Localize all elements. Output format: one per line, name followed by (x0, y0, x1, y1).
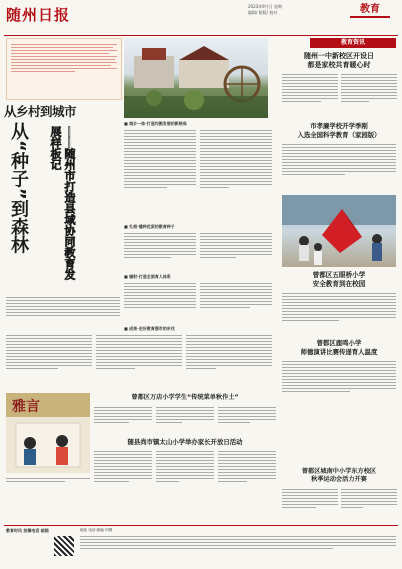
bottom-article-1-col-c (218, 405, 276, 431)
footer-left-text: 教育时讯 投稿电话 邮箱 (6, 528, 49, 533)
right-headline-4-line1: 曾都区鹿鸣小学 (316, 339, 362, 347)
header-meta (248, 4, 348, 16)
right-headline-2-line1: 市孝廉学校开学季刚 (310, 122, 368, 130)
right-headline-3-line2: 安全教育到在校园 (312, 279, 366, 288)
news-badge-label: 教育资讯 (340, 39, 365, 46)
news-badge (310, 38, 396, 48)
right-article-4 (282, 359, 396, 407)
right-headline-4 (282, 339, 396, 356)
issue-date: 2023年9月日 星期 (248, 4, 282, 9)
right-headline-2-line2: 入选全国科学教育（家园版） (297, 130, 381, 139)
body-2-col-a (124, 231, 196, 271)
footer-qr (54, 536, 74, 556)
right-headline-2 (282, 122, 396, 139)
editor-line: 编辑/ 排版/ 校对 (248, 10, 278, 15)
bottom-headline-1: 曾都区万店小学学生“传统菜单秋作土” (131, 394, 239, 401)
right-headline-5-line1: 曾都区城南中小学东方校区 (301, 468, 377, 475)
right-headline-3-line1: 曾都区五眼桥小学 (312, 271, 366, 279)
right-article-5-right (341, 487, 397, 521)
footer-right-box (80, 528, 396, 562)
right-headline-1-line2: 都是家校共育暖心时 (307, 61, 371, 69)
subhead-2: ■ 扎根·播种优质的教育种子 (124, 224, 175, 229)
lead-headline (4, 104, 80, 119)
bottom-article-2-col-a (94, 449, 152, 499)
calligraphy-caption (6, 476, 90, 490)
newspaper-logo: 随州日报 (6, 6, 71, 24)
lead-headline-line2: 从“种子”到森林 (8, 122, 29, 254)
subhead-1: ■ 城乡一体·打造均衡发展的新格局 (124, 121, 187, 126)
lead-intro-box (6, 38, 122, 100)
right-article-3 (282, 291, 396, 335)
footer-fine-print (80, 534, 396, 560)
right-article-5-left (282, 487, 338, 521)
right-article-1-left (282, 72, 338, 120)
lead-headline-vertical-sub (48, 126, 122, 286)
body-4-col-c (186, 333, 272, 389)
lead-intro-text (11, 42, 117, 96)
body-3-col-a (124, 281, 196, 323)
bottom-headline-2: 随县尚市镇太山小学举办家长开放日活动 (127, 438, 243, 446)
section-label: 教育 (350, 3, 390, 18)
lead-vertical-sub-text: ——随州市打造县域协同教育发展样板记 (49, 126, 76, 280)
campus-photo (124, 38, 268, 118)
bottom-article-1-col-b (156, 405, 214, 431)
body-2-col-b (200, 231, 272, 271)
bottom-article-2-col-b (156, 449, 214, 499)
lead-body-col-a (124, 128, 196, 220)
body-3-col-b (200, 281, 272, 323)
bottom-article-1-col-a (94, 405, 152, 431)
calligraphy-photo-illustration (6, 393, 90, 473)
subhead-4: ■ 成果·走好教育强市的步伐 (124, 326, 175, 331)
right-headline-1-line1: 随州一中新校区开设日 (304, 52, 374, 60)
body-4-col-b (96, 333, 182, 389)
right-headline-1 (282, 52, 396, 70)
masthead-rule (4, 35, 398, 36)
bottom-article-2-col-c (218, 449, 276, 499)
lead-headline-vertical-main (8, 122, 48, 292)
body-4-col-a (6, 333, 92, 389)
lead-headline-line1: 从乡村到城市 (4, 104, 77, 119)
campus-photo-illustration (124, 38, 268, 118)
right-headline-4-line2: 师德演讲比赛传递育人温度 (300, 347, 378, 356)
right-headline-5 (282, 468, 396, 484)
lead-body-col-b (200, 128, 272, 220)
right-article-1-right (341, 72, 397, 120)
students-photo-illustration (282, 195, 396, 267)
lead-body-left (6, 295, 120, 329)
right-headline-3 (282, 271, 396, 288)
students-photo (282, 195, 396, 267)
masthead (0, 0, 402, 36)
subhead-3: ■ 辐射·打造全面育人体系 (124, 274, 171, 279)
right-article-2 (282, 142, 396, 192)
footer-left-box (6, 528, 76, 562)
right-headline-5-line2: 秋季运动会活力开赛 (311, 476, 367, 483)
calligraphy-photo (6, 393, 90, 473)
svg-text:雅言: 雅言 (12, 399, 40, 415)
footer-right-text: 地址 电话 邮编 印刷 (80, 528, 113, 532)
footer-rule (4, 525, 398, 526)
